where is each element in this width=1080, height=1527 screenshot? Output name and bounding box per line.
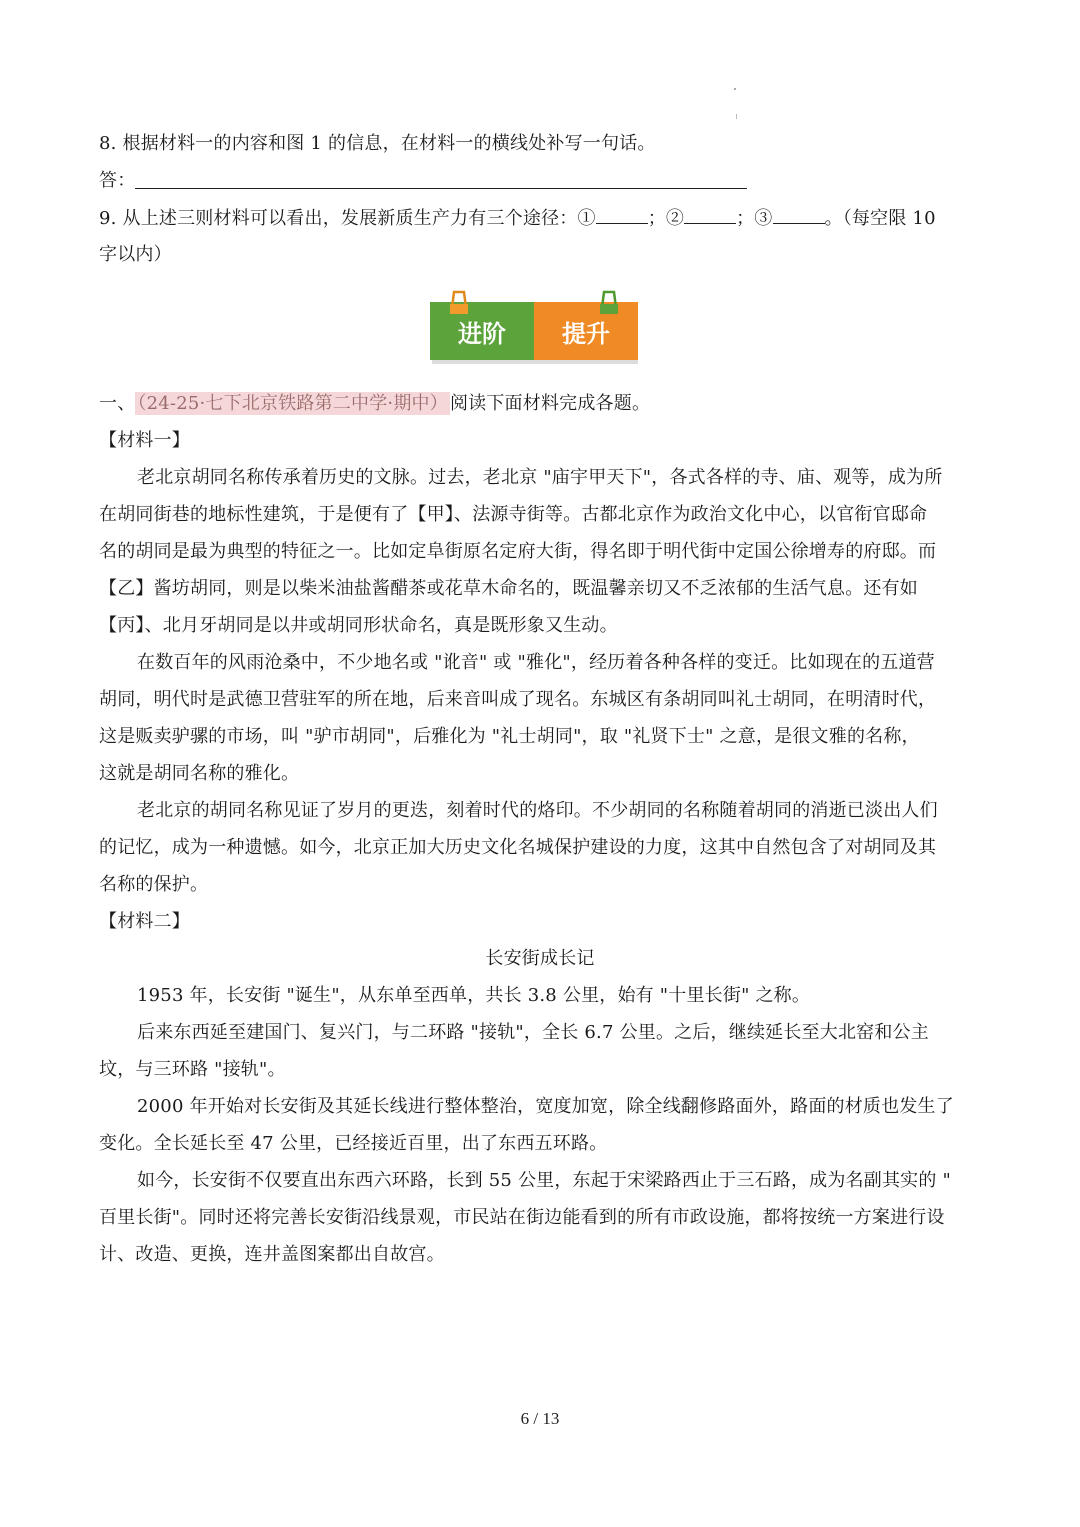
material1-line: 老北京的胡同名称见证了岁月的更迭，刻着时代的烙印。不少胡同的名称随着胡同的消逝已淡出人们	[137, 800, 938, 821]
answer-blank-1[interactable]	[596, 207, 648, 224]
answer-blank-2[interactable]	[684, 207, 736, 224]
material2-line: 计、改造、更换，连井盖图案都出自故宫。	[99, 1244, 445, 1265]
material1-line: 胡同，明代时是武德卫营驻军的所在地，后来音叫成了现名。东城区有条胡同叫礼士胡同，在明清时代，	[99, 689, 937, 710]
material1-line: 【乙】酱坊胡同，则是以柴米油盐酱醋茶或花草木命名的，既温馨亲切又不乏浓郁的生活气息。还有如	[99, 578, 918, 599]
material1-line: 【丙】、北月牙胡同是以井或胡同形状命名，真是既形象又生动。	[99, 615, 618, 636]
material1-line: 名的胡同是最为典型的特征之一。比如定阜街原名定府大街，得名即于明代街中定国公徐增寿的府邸。而	[99, 541, 937, 562]
section-heading: 一、 （24-25·七下北京铁路第二中学·期中） 阅读下面材料完成各题。	[99, 393, 651, 414]
material2-heading: 【材料二】	[99, 911, 190, 932]
page-number: 6 / 13	[520, 1409, 560, 1428]
question-9-cont: 字以内）	[99, 244, 172, 265]
section-banner	[430, 288, 640, 366]
scan-mark	[734, 88, 736, 90]
scan-mark	[736, 114, 737, 119]
material1-line: 在胡同街巷的地标性建筑，于是便有了【甲】、法源寺街等。古都北京作为政治文化中心，以官衔官邸命	[99, 504, 928, 525]
material2-line: 1953 年，长安街 "诞生"，从东单至西单，共长 3.8 公里，始有 "十里长街" 之称。	[137, 985, 811, 1006]
answer-blank-3[interactable]	[773, 207, 825, 224]
material2-line: 百里长街"。同时还将完善长安街沿线景观，市民站在街边能看到的所有市政设施，都将按统一方案进行设	[99, 1207, 945, 1228]
answer-blank-line[interactable]	[135, 188, 747, 189]
banner-left-text: 进阶	[458, 320, 506, 348]
material1-heading: 【材料一】	[99, 430, 190, 451]
source-tag: （24-25·七下北京铁路第二中学·期中）	[137, 393, 448, 414]
material1-line: 老北京胡同名称传承着历史的文脉。过去，老北京 "庙宇甲天下"，各式各样的寺、庙、观等，成为所	[137, 467, 943, 488]
material2-line: 坟，与三环路 "接轨"。	[99, 1059, 286, 1080]
material2-line: 2000 年开始对长安街及其延长线进行整体整治，宽度加宽，除全线翻修路面外，路面的材质也发生了	[137, 1096, 954, 1117]
banner-right-text: 提升	[562, 320, 610, 348]
material1-line: 这是贩卖驴骡的市场，叫 "驴市胡同"，后雅化为 "礼士胡同"，取 "礼贤下士" 之意，是很文雅的名称，	[99, 726, 920, 747]
material2-title: 长安街成长记	[485, 948, 595, 969]
material1-line: 的记忆，成为一种遗憾。如今，北京正加大历史文化名城保护建设的力度，这其中自然包含了对胡同及其	[99, 837, 937, 858]
material1-line: 在数百年的风雨沧桑中，不少地名或 "讹音" 或 "雅化"，经历着各种各样的变迁。比如现在的五道营	[137, 652, 935, 673]
material1-line: 这就是胡同名称的雅化。	[99, 763, 300, 784]
question-8: 8. 根据材料一的内容和图 1 的信息，在材料一的横线处补写一句话。	[99, 133, 656, 154]
material1-line: 名称的保护。	[99, 874, 209, 895]
material2-line: 后来东西延至建国门、复兴门，与二环路 "接轨"，全长 6.7 公里。之后，继续延长至大北窑和公主	[137, 1022, 929, 1043]
material2-line: 如今，长安街不仅要直出东西六环路，长到 55 公里，东起于宋梁路西止于三石路，成为名副其实的 "	[137, 1170, 951, 1191]
material2-line: 变化。全长延长至 47 公里，已经接近百里，出了东西五环路。	[99, 1133, 608, 1154]
question-9: 9. 从上述三则材料可以看出，发展新质生产力有三个途径：① ；② ；③ 。（每空限 10	[99, 208, 936, 229]
answer-label: 答：	[99, 170, 136, 191]
